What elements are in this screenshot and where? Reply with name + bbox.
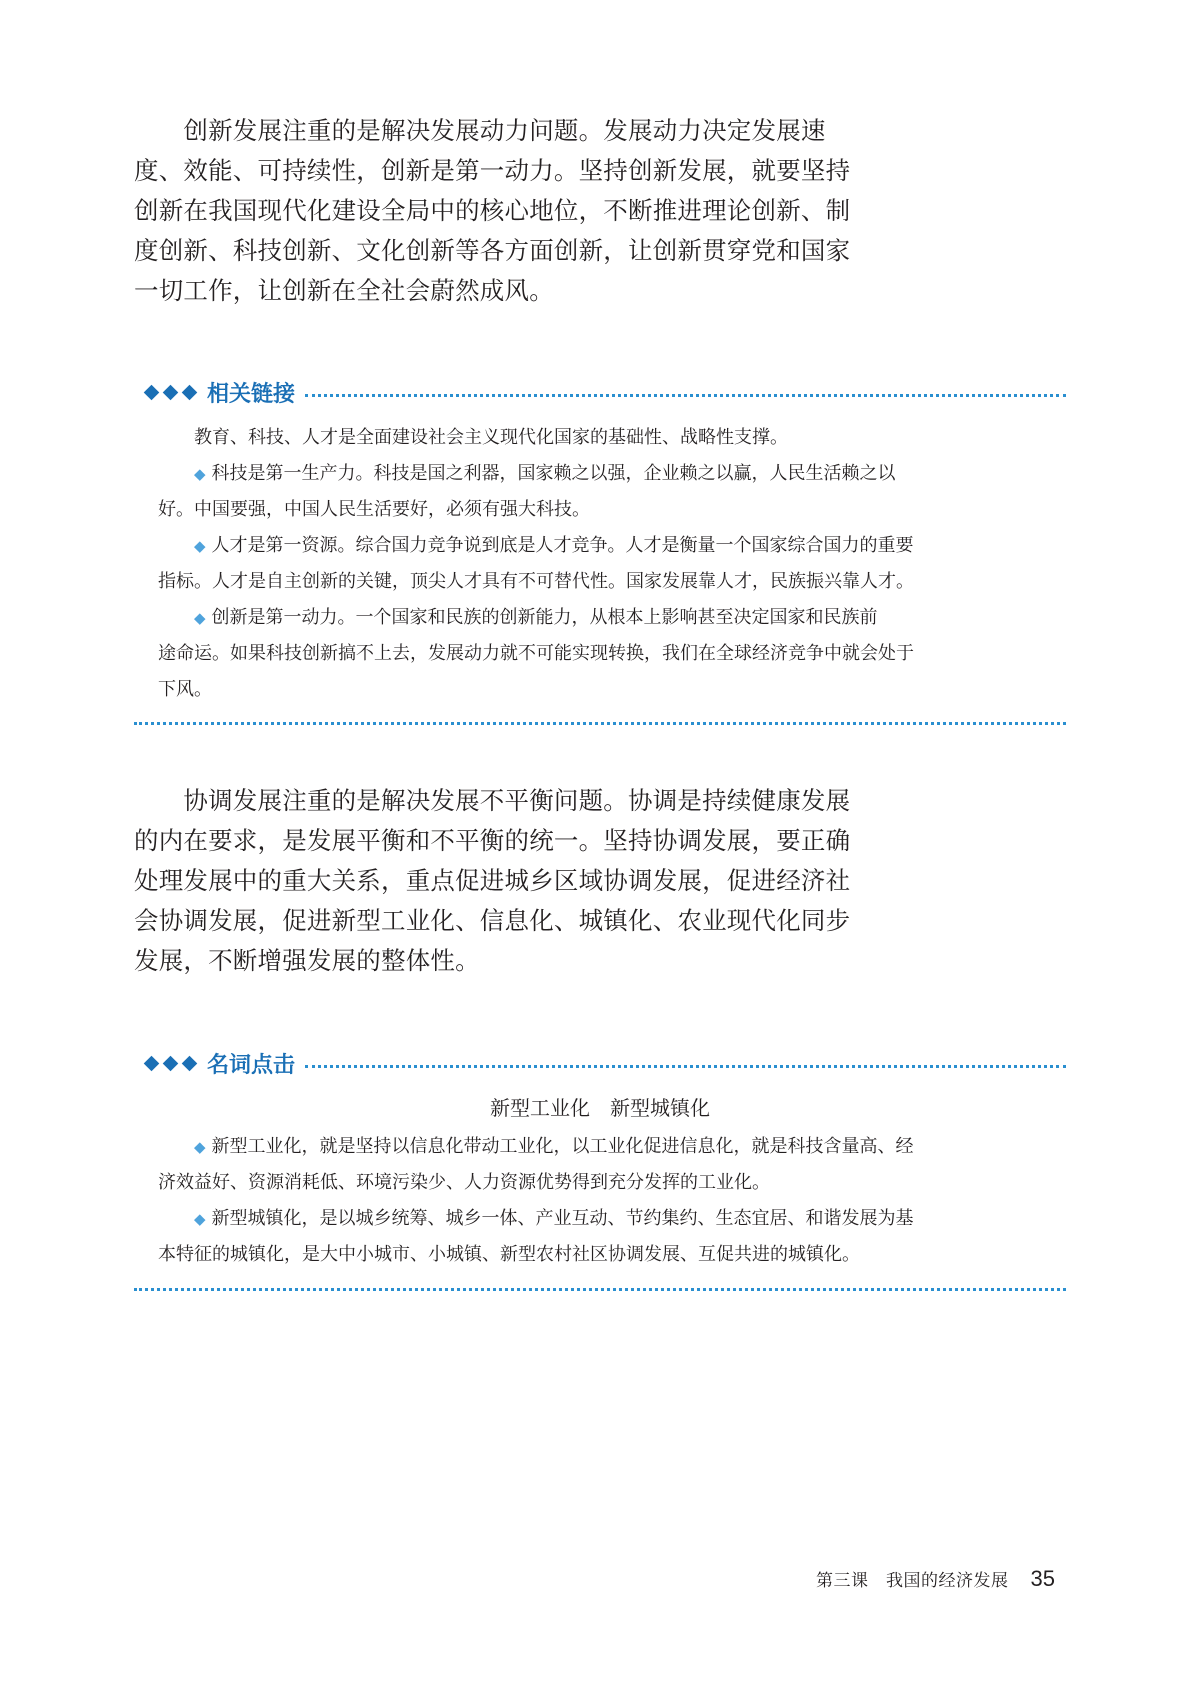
paragraph-line: 的内在要求，是发展平衡和不平衡的统一。坚持协调发展，要正确	[134, 826, 851, 855]
paragraph-line: 处理发展中的重大关系，重点促进城乡区域协调发展，促进经济社	[134, 866, 851, 895]
term-click-line: 新型工业化，就是坚持以信息化带动工业化，以工业化促进信息化，就是科技含量高、经	[211, 1136, 914, 1157]
related-link-line: 下风。	[158, 679, 212, 700]
diamond-icon	[144, 1055, 160, 1071]
related-link-line: 人才是第一资源。综合国力竞争说到底是人才竞争。人才是衡量一个国家综合国力的重要	[211, 535, 914, 556]
term-click-title: 名词点击	[207, 1052, 296, 1078]
diamond-bullet-icon: ◆	[194, 609, 206, 627]
related-link-content	[158, 420, 1058, 708]
paragraph-line: 一切工作，让创新在全社会蔚然成风。	[134, 276, 554, 305]
related-link-line: 科技是第一生产力。科技是国之利器，国家赖之以强，企业赖之以赢，人民生活赖之以	[211, 463, 896, 484]
dotted-divider	[134, 1288, 1066, 1291]
related-link-title: 相关链接	[207, 381, 296, 407]
diamond-bullet-icon: ◆	[194, 1210, 206, 1228]
term-click-line: 新型城镇化，是以城乡统筹、城乡一体、产业互动、节约集约、生态宜居、和谐发展为基	[211, 1208, 914, 1229]
term-click-item	[158, 1129, 1058, 1165]
related-link-line: 教育、科技、人才是全面建设社会主义现代化国家的基础性、战略性支撑。	[158, 427, 788, 448]
related-link-line: 指标。人才是自主创新的关键，顶尖人才具有不可替代性。国家发展靠人才，民族振兴靠人才。	[158, 571, 914, 592]
term-click-line: 济效益好、资源消耗低、环境污染少、人力资源优势得到充分发挥的工业化。	[158, 1172, 770, 1193]
paragraph-line: 会协调发展，促进新型工业化、信息化、城镇化、农业现代化同步	[134, 906, 851, 935]
diamond-bullet-icon: ◆	[194, 465, 206, 483]
dotted-divider	[305, 394, 1066, 397]
diamond-icon	[144, 384, 160, 400]
related-link-header	[146, 375, 1066, 409]
dotted-divider	[305, 1065, 1066, 1068]
related-link-item	[158, 528, 1058, 564]
paragraph-line: 发展，不断增强发展的整体性。	[134, 946, 480, 975]
term-click-item	[158, 1201, 1058, 1237]
paragraph-line: 度、效能、可持续性，创新是第一动力。坚持创新发展，就要坚持	[134, 156, 851, 185]
paragraph-line: 度创新、科技创新、文化创新等各方面创新，让创新贯穿党和国家	[134, 236, 851, 265]
term-click-line: 本特征的城镇化，是大中小城市、小城镇、新型农村社区协调发展、互促共进的城镇化。	[158, 1244, 860, 1265]
related-link-item	[158, 456, 1058, 492]
diamond-bullet-icon: ◆	[194, 1138, 206, 1156]
diamond-icon	[163, 1055, 179, 1071]
related-link-line: 好。中国要强，中国人民生活要好，必须有强大科技。	[158, 499, 590, 520]
dotted-divider	[134, 722, 1066, 725]
diamond-icon	[163, 384, 179, 400]
section-marker	[146, 1058, 195, 1069]
section-marker	[146, 387, 195, 398]
diamond-icon	[182, 384, 198, 400]
paragraph-line: 创新在我国现代化建设全局中的核心地位，不断推进理论创新、制	[134, 196, 851, 225]
paragraph-coordination	[134, 781, 851, 981]
related-link-line: 途命运。如果科技创新搞不上去，发展动力就不可能实现转换，我们在全球经济竞争中就会处于	[158, 643, 914, 664]
page-number: 35	[1030, 1566, 1055, 1591]
paragraph-line: 创新发展注重的是解决发展动力问题。发展动力决定发展速	[134, 116, 826, 145]
page-footer	[816, 1566, 1055, 1592]
diamond-icon	[182, 1055, 198, 1071]
term-click-header	[146, 1046, 1066, 1080]
chapter-title: 第三课 我国的经济发展	[816, 1571, 1009, 1591]
paragraph-line: 协调发展注重的是解决发展不平衡问题。协调是持续健康发展	[134, 786, 851, 815]
related-link-item	[158, 600, 1058, 636]
diamond-bullet-icon: ◆	[194, 537, 206, 555]
paragraph-innovation	[134, 111, 851, 311]
related-link-line: 创新是第一动力。一个国家和民族的创新能力，从根本上影响甚至决定国家和民族前	[211, 607, 878, 628]
term-click-subtitle: 新型工业化 新型城镇化	[490, 1096, 710, 1120]
term-click-content	[158, 1129, 1058, 1273]
